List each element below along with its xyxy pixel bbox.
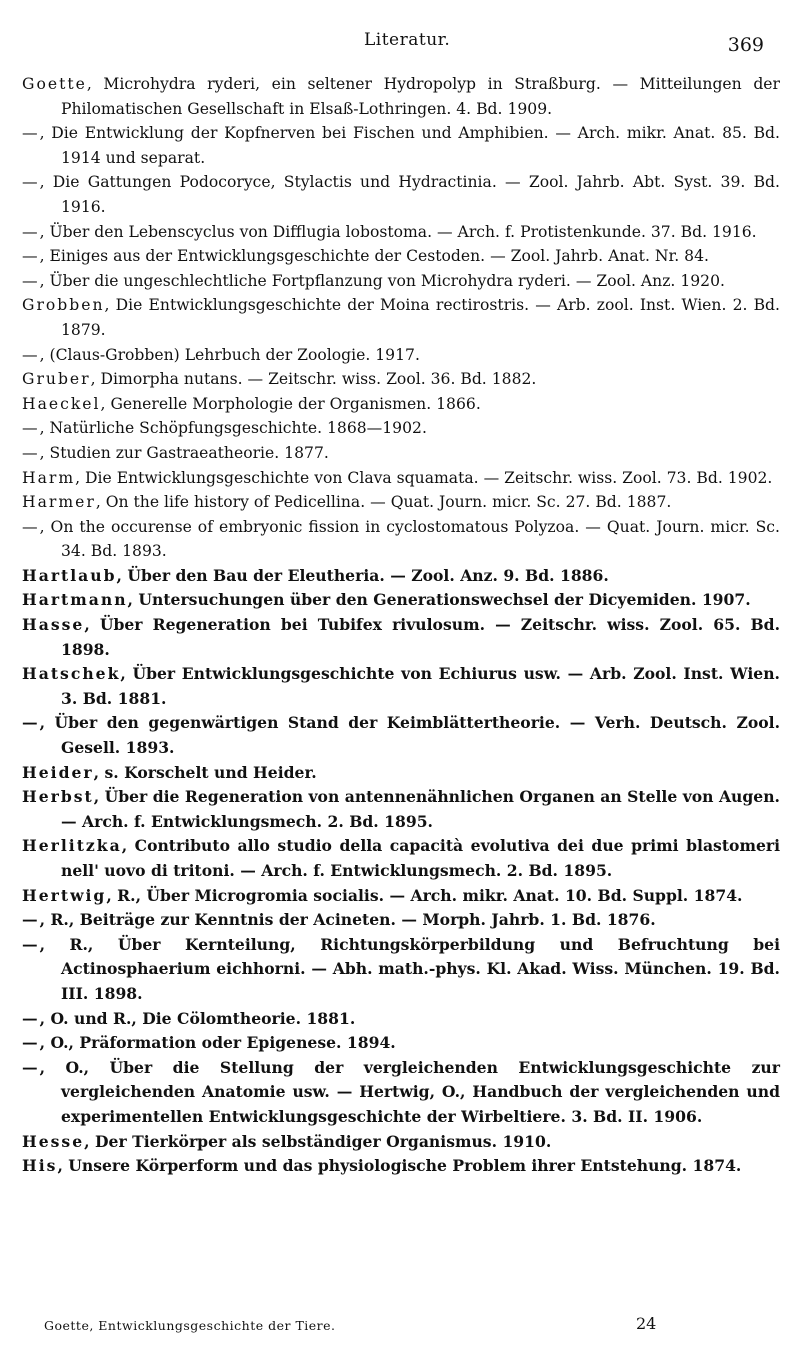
entry-text: , Die Entwicklung der Kopfnerven bei Fischen und Amphibien. — Arch. mikr. Anat. 85. Bd. 1914 und separat. <box>39 124 780 167</box>
bibliography-entry <box>22 761 780 786</box>
page-footer <box>0 1314 800 1340</box>
entry-text: , Über den Bau der Eleutheria. — Zool. Anz. 9. Bd. 1886. <box>116 565 609 585</box>
bibliography-entry <box>22 933 780 1007</box>
bibliography-entry <box>22 416 780 441</box>
bibliography-entry <box>22 343 780 368</box>
bibliography-entry <box>22 367 780 392</box>
entry-text: , O., Präformation oder Epigenese. 1894. <box>39 1033 396 1053</box>
bibliography-entry <box>22 588 780 613</box>
bibliography-entry <box>22 392 780 417</box>
entry-text: , Über den gegenwärtigen Stand der Keimblättertheorie. — Verh. Deutsch. Zool. Gesell. 1893. <box>39 713 780 758</box>
entry-author: Heider <box>22 762 94 782</box>
entry-text: , Natürliche Schöpfungsgeschichte. 1868—1902. <box>39 419 427 438</box>
entry-author: Harm <box>22 468 76 487</box>
bibliography-entry <box>22 564 780 589</box>
footer-book-title: Goette, Entwicklungsgeschichte der Tiere. <box>44 1318 336 1333</box>
running-title: Literatur. <box>364 30 451 50</box>
entry-text: , Der Tierkörper als selbständiger Organismus. 1910. <box>84 1131 552 1151</box>
bibliography-entry <box>22 220 780 245</box>
entry-author: Hartmann <box>22 590 128 610</box>
bibliography-list <box>22 72 780 1179</box>
entry-author: Hertwig <box>22 885 107 905</box>
bibliography-entry <box>22 662 780 711</box>
entry-author: Harmer <box>22 493 96 512</box>
bibliography-entry <box>22 515 780 564</box>
entry-text: , Über die Regeneration von antennenähnlichen Organen an Stelle von Augen. — Arch. f. Entwicklungsmech. 2. Bd. 1895. <box>61 787 780 831</box>
sheet-signature: 24 <box>636 1314 657 1333</box>
entry-text: , Über den Lebenscyclus von Difflugia lobostoma. — Arch. f. Protistenkunde. 37. Bd. 1916. <box>39 222 757 241</box>
entry-text: , (Claus-Grobben) Lehrbuch der Zoologie. 1917. <box>39 345 420 364</box>
entry-author: Hartlaub <box>22 565 117 585</box>
entry-author: — <box>22 1057 40 1077</box>
entry-author: Hasse <box>22 615 85 635</box>
entry-text: , Untersuchungen über den Generationswechsel der Dicyemiden. 1907. <box>127 590 751 610</box>
entry-author: — <box>22 173 40 192</box>
entry-text: , On the life history of Pedicellina. — Quat. Journ. micr. Sc. 27. Bd. 1887. <box>95 493 672 512</box>
entry-text: , Contributo allo studio della capacità evolutiva dei due primi blastomeri nell' uovo di tritoni. — Arch. f. Entwicklungsmech. 2. Bd. 1895. <box>61 836 780 880</box>
entry-author: — <box>22 271 40 290</box>
entry-text: , Microhydra ryderi, ein seltener Hydropolyp in Straßburg. — Mitteilungen der Philomatischen Gesellschaft in Elsaß-Lothringen. 4. Bd. 1909. <box>61 75 780 118</box>
entry-author: Herbst <box>22 787 94 807</box>
page-header <box>0 30 800 58</box>
entry-author: — <box>22 713 40 733</box>
entry-author: — <box>22 1008 40 1028</box>
bibliography-entry <box>22 72 780 121</box>
entry-text: , On the occurense of embryonic fission in cyclostomatous Polyzoa. — Quat. Journ. micr. Sc. 34. Bd. 1893. <box>39 517 780 561</box>
entry-author: — <box>22 910 40 930</box>
entry-author: His <box>22 1156 58 1176</box>
bibliography-entry <box>22 834 780 883</box>
bibliography-entry <box>22 490 780 515</box>
entry-text: , Über die ungeschlechtliche Fortpflanzung von Microhydra ryderi. — Zool. Anz. 1920. <box>39 271 725 290</box>
entry-author: Goette <box>22 75 87 93</box>
entry-author: — <box>22 443 40 462</box>
entry-text: , O. und R., Die Cölomtheorie. 1881. <box>39 1008 356 1028</box>
bibliography-entry <box>22 1130 780 1155</box>
entry-author: — <box>22 1033 40 1053</box>
bibliography-entry <box>22 121 780 170</box>
entry-text: , Studien zur Gastraeatheorie. 1877. <box>39 443 329 462</box>
entry-text: , O., Über die Stellung der vergleichenden Entwicklungsgeschichte zur vergleichenden Anatomie usw. — Hertwig, O., Handbuch der vergleichenden und experimentellen Entwicklungsgeschichte der Wirbeltiere. 3. Bd. II. 1906. <box>39 1057 780 1126</box>
entry-author: Hesse <box>22 1131 85 1151</box>
entry-text: , Die Entwicklungsgeschichte der Moina rectirostris. — Arb. zool. Inst. Wien. 2. Bd. 1879. <box>61 296 780 339</box>
bibliography-entry <box>22 1031 780 1056</box>
entry-author: — <box>22 124 40 143</box>
bibliography-entry <box>22 884 780 909</box>
bibliography-entry <box>22 441 780 466</box>
bibliography-entry <box>22 908 780 933</box>
entry-author: — <box>22 419 40 438</box>
entry-author: — <box>22 247 40 266</box>
entry-text: , Einiges aus der Entwicklungsgeschichte der Cestoden. — Zool. Jahrb. Anat. Nr. 84. <box>39 247 709 266</box>
entry-text: , Über Entwicklungsgeschichte von Echiurus usw. — Arb. Zool. Inst. Wien. 3. Bd. 1881. <box>61 664 780 708</box>
bibliography-entry <box>22 466 780 491</box>
entry-author: — <box>22 222 40 241</box>
bibliography-entry <box>22 613 780 662</box>
bibliography-entry <box>22 711 780 760</box>
entry-text: , Generelle Morphologie der Organismen. 1866. <box>100 394 481 413</box>
entry-author: Haeckel <box>22 394 101 413</box>
entry-author: Grobben <box>22 296 105 315</box>
page-number: 369 <box>727 34 764 56</box>
entry-author: Hatschek <box>22 664 121 684</box>
entry-author: Herlitzka <box>22 836 122 856</box>
bibliography-entry <box>22 170 780 219</box>
entry-text: , s. Korschelt und Heider. <box>93 762 317 782</box>
entry-author: — <box>22 517 40 536</box>
entry-text: , R., Beiträge zur Kenntnis der Acineten. — Morph. Jahrb. 1. Bd. 1876. <box>39 910 656 930</box>
entry-text: , Dimorpha nutans. — Zeitschr. wiss. Zool. 36. Bd. 1882. <box>90 370 537 389</box>
bibliography-entry <box>22 293 780 342</box>
entry-text: , Unsere Körperform und das physiologische Problem ihrer Entstehung. 1874. <box>57 1156 742 1176</box>
bibliography-entry <box>22 1007 780 1032</box>
bibliography-entry <box>22 785 780 834</box>
bibliography-entry <box>22 244 780 269</box>
entry-text: , R., Über Kernteilung, Richtungskörperbildung und Befruchtung bei Actinosphaerium eichhorni. — Abh. math.-phys. Kl. Akad. Wiss. München. 19. Bd. III. 1898. <box>39 934 780 1003</box>
bibliography-entry <box>22 269 780 294</box>
bibliography-entry <box>22 1056 780 1130</box>
entry-text: , Über Regeneration bei Tubifex rivulosum. — Zeitschr. wiss. Zool. 65. Bd. 1898. <box>61 615 780 659</box>
entry-author: — <box>22 934 40 954</box>
entry-text: , R., Über Microgromia socialis. — Arch. mikr. Anat. 10. Bd. Suppl. 1874. <box>106 885 743 905</box>
bibliography-entry <box>22 1154 780 1179</box>
entry-author: Gruber <box>22 370 91 389</box>
entry-text: , Die Gattungen Podocoryce, Stylactis und Hydractinia. — Zool. Jahrb. Abt. Syst. 39. Bd. 1916. <box>39 173 780 216</box>
entry-author: — <box>22 345 40 364</box>
entry-text: , Die Entwicklungsgeschichte von Clava squamata. — Zeitschr. wiss. Zool. 73. Bd. 1902. <box>75 468 773 487</box>
